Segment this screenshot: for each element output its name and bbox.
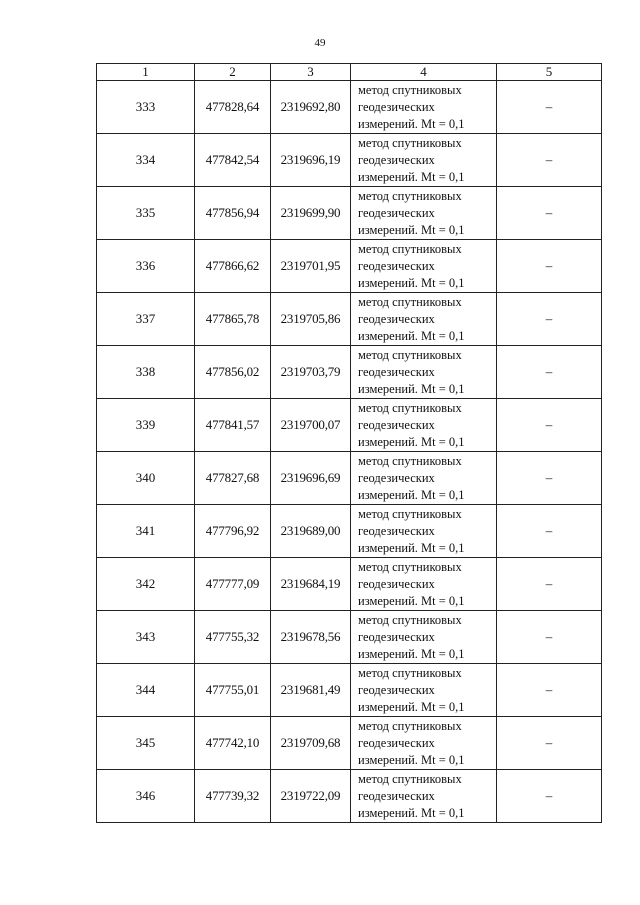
method-line-1: метод спутниковых [358,559,462,574]
table-row [97,346,602,399]
coordinate-y: 2319684,19 [271,558,351,611]
point-number: 340 [97,452,195,505]
coordinate-y: 2319709,68 [271,717,351,770]
point-number: 342 [97,558,195,611]
method-line-2: геодезических [358,470,435,485]
method-line-1: метод спутниковых [358,506,462,521]
method-line-1: метод спутниковых [358,82,462,97]
table-header-row [97,64,602,81]
method-line-1: метод спутниковых [358,400,462,415]
method-description [351,399,497,452]
table-row [97,187,602,240]
column-5-value: – [497,293,602,346]
coordinate-x: 477739,32 [195,770,271,823]
method-line-1: метод спутниковых [358,665,462,680]
coordinate-y: 2319692,80 [271,81,351,134]
method-description [351,293,497,346]
method-line-1: метод спутниковых [358,188,462,203]
table-row [97,770,602,823]
method-line-2: геодезических [358,735,435,750]
coordinate-x: 477842,54 [195,134,271,187]
method-line-2: геодезических [358,629,435,644]
column-5-value: – [497,240,602,293]
method-line-1: метод спутниковых [358,612,462,627]
column-5-value: – [497,346,602,399]
coordinates-table [96,63,602,823]
method-line-3: измерений. Mt = 0,1 [358,540,465,555]
point-number: 338 [97,346,195,399]
method-line-1: метод спутниковых [358,718,462,733]
column-5-value: – [497,81,602,134]
table-row [97,558,602,611]
method-line-3: измерений. Mt = 0,1 [358,222,465,237]
method-line-3: измерений. Mt = 0,1 [358,805,465,820]
method-line-3: измерений. Mt = 0,1 [358,646,465,661]
column-header-3: 3 [271,64,351,81]
column-header-1: 1 [97,64,195,81]
method-description [351,81,497,134]
point-number: 339 [97,399,195,452]
method-line-1: метод спутниковых [358,347,462,362]
method-line-1: метод спутниковых [358,771,462,786]
column-header-4: 4 [351,64,497,81]
column-5-value: – [497,770,602,823]
column-header-2: 2 [195,64,271,81]
column-5-value: – [497,399,602,452]
point-number: 343 [97,611,195,664]
method-line-1: метод спутниковых [358,294,462,309]
method-description [351,134,497,187]
coordinate-y: 2319705,86 [271,293,351,346]
table-row [97,399,602,452]
method-line-2: геодезических [358,258,435,273]
method-line-1: метод спутниковых [358,135,462,150]
method-description [351,452,497,505]
method-line-2: геодезических [358,523,435,538]
method-description [351,664,497,717]
method-line-3: измерений. Mt = 0,1 [358,328,465,343]
table-row [97,81,602,134]
coordinate-x: 477866,62 [195,240,271,293]
coordinate-x: 477856,02 [195,346,271,399]
method-description [351,770,497,823]
coordinate-x: 477828,64 [195,81,271,134]
coordinate-y: 2319701,95 [271,240,351,293]
method-line-3: измерений. Mt = 0,1 [358,169,465,184]
point-number: 344 [97,664,195,717]
page-number: 49 [314,37,326,49]
column-5-value: – [497,187,602,240]
method-line-2: геодезических [358,417,435,432]
coordinate-y: 2319678,56 [271,611,351,664]
method-line-3: измерений. Mt = 0,1 [358,752,465,767]
method-line-3: измерений. Mt = 0,1 [358,116,465,131]
column-5-value: – [497,717,602,770]
table-row [97,452,602,505]
column-5-value: – [497,452,602,505]
method-line-3: измерений. Mt = 0,1 [358,434,465,449]
point-number: 333 [97,81,195,134]
method-line-2: геодезических [358,576,435,591]
column-5-value: – [497,134,602,187]
method-line-3: измерений. Mt = 0,1 [358,699,465,714]
coordinate-x: 477755,32 [195,611,271,664]
column-5-value: – [497,558,602,611]
point-number: 337 [97,293,195,346]
method-description [351,558,497,611]
method-description [351,346,497,399]
method-line-2: геодезических [358,682,435,697]
method-description [351,717,497,770]
coordinate-x: 477856,94 [195,187,271,240]
coordinate-x: 477777,09 [195,558,271,611]
coordinate-y: 2319696,69 [271,452,351,505]
point-number: 334 [97,134,195,187]
coordinate-y: 2319689,00 [271,505,351,558]
method-line-2: геодезических [358,364,435,379]
point-number: 336 [97,240,195,293]
point-number: 346 [97,770,195,823]
coordinate-y: 2319699,90 [271,187,351,240]
coordinate-y: 2319722,09 [271,770,351,823]
point-number: 335 [97,187,195,240]
coordinate-x: 477865,78 [195,293,271,346]
column-5-value: – [497,664,602,717]
coordinate-x: 477827,68 [195,452,271,505]
column-header-5: 5 [497,64,602,81]
method-line-3: измерений. Mt = 0,1 [358,275,465,290]
coordinate-y: 2319696,19 [271,134,351,187]
method-description [351,240,497,293]
method-line-3: измерений. Mt = 0,1 [358,381,465,396]
method-line-2: геодезических [358,788,435,803]
table-row [97,717,602,770]
coordinate-x: 477755,01 [195,664,271,717]
table-body [97,81,602,823]
coordinate-y: 2319703,79 [271,346,351,399]
column-5-value: – [497,611,602,664]
method-description [351,611,497,664]
method-line-3: измерений. Mt = 0,1 [358,593,465,608]
coordinate-y: 2319700,07 [271,399,351,452]
coordinate-y: 2319681,49 [271,664,351,717]
method-line-2: геодезических [358,205,435,220]
method-line-2: геодезических [358,311,435,326]
method-line-2: геодезических [358,99,435,114]
table-row [97,664,602,717]
table-row [97,505,602,558]
table-row [97,134,602,187]
table-row [97,611,602,664]
table-row [97,240,602,293]
point-number: 345 [97,717,195,770]
point-number: 341 [97,505,195,558]
method-line-2: геодезических [358,152,435,167]
coordinate-x: 477841,57 [195,399,271,452]
table-row [97,293,602,346]
coordinate-x: 477796,92 [195,505,271,558]
method-line-1: метод спутниковых [358,453,462,468]
method-description [351,187,497,240]
method-description [351,505,497,558]
coordinate-x: 477742,10 [195,717,271,770]
column-5-value: – [497,505,602,558]
method-line-3: измерений. Mt = 0,1 [358,487,465,502]
method-line-1: метод спутниковых [358,241,462,256]
